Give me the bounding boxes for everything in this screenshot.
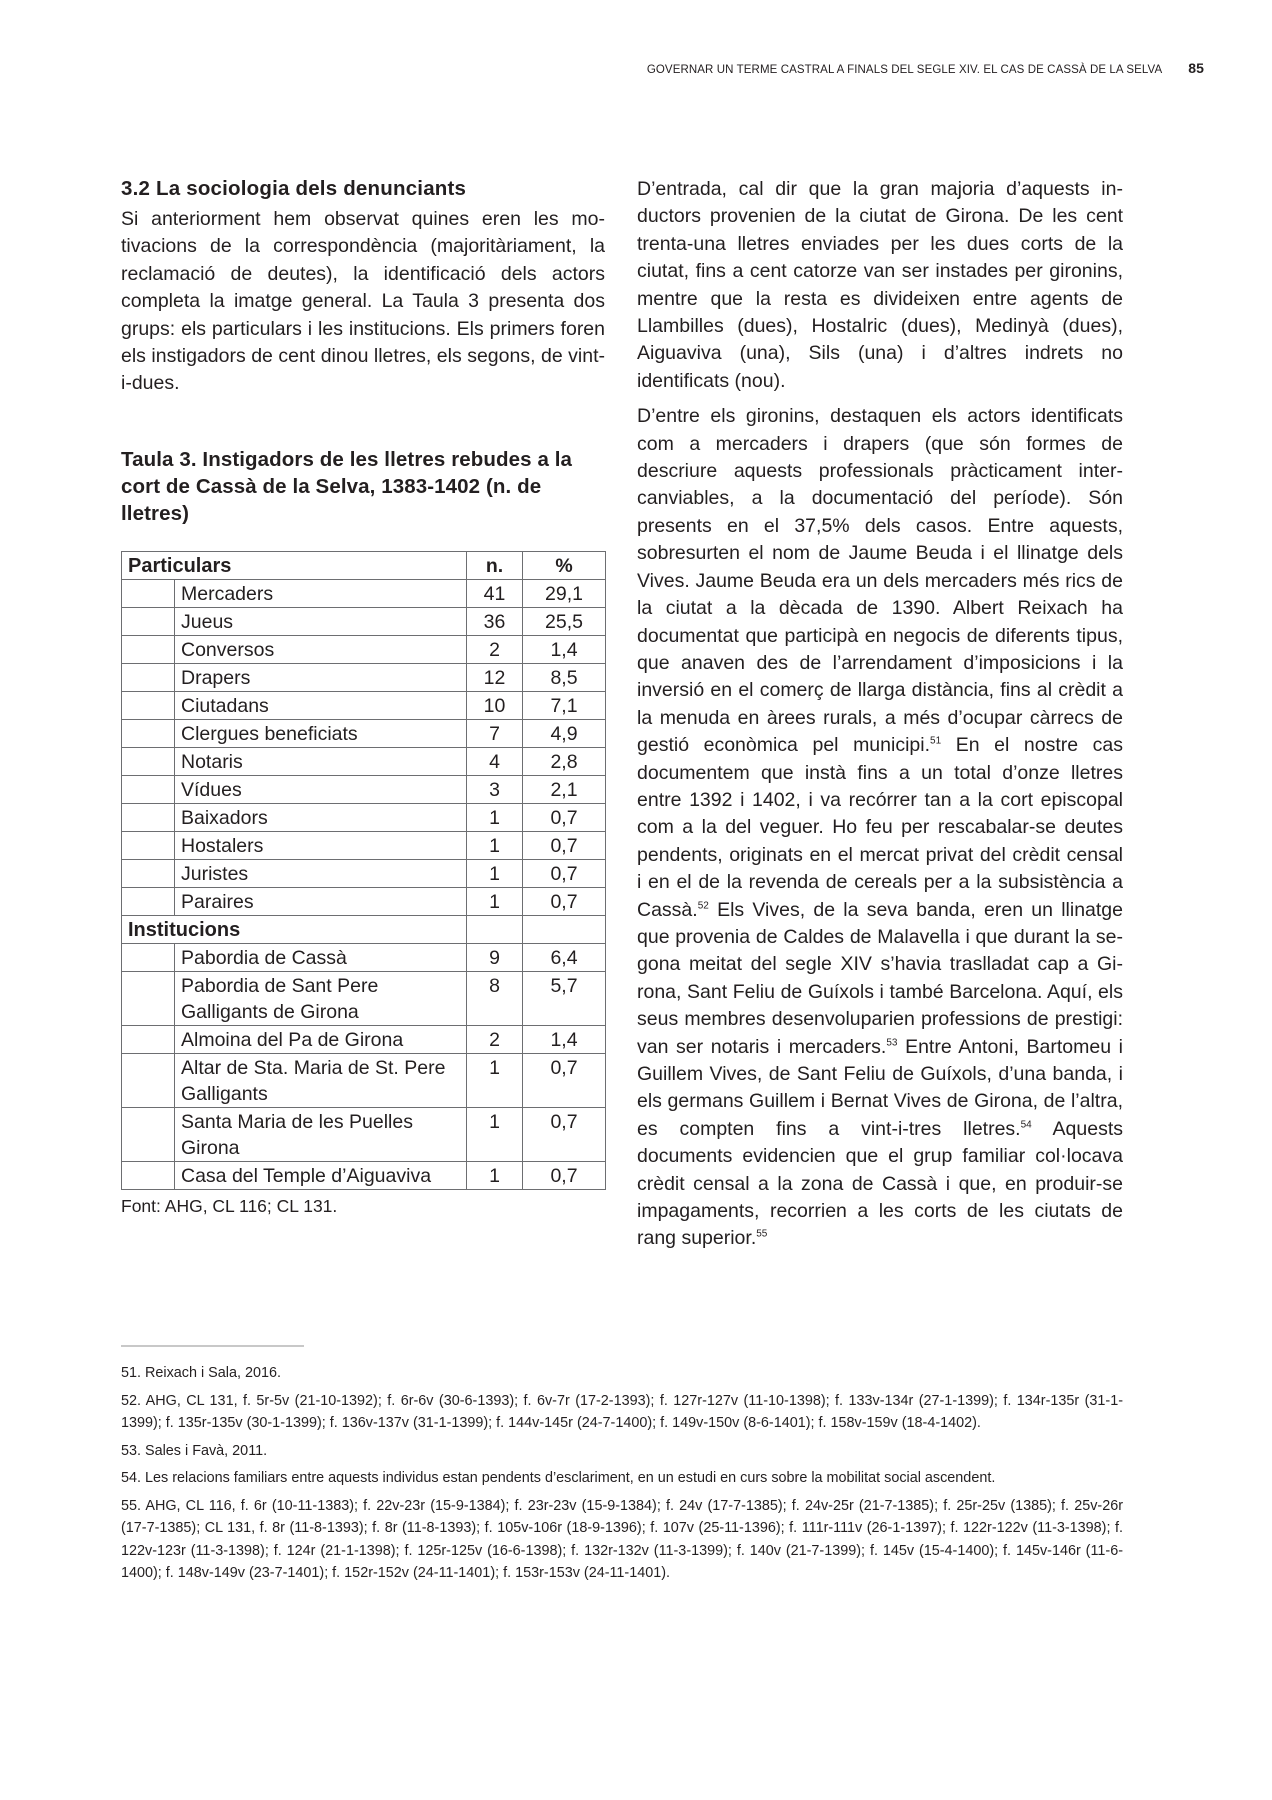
table-row: [122, 859, 606, 887]
row-label: Casa del Temple d’Aiguaviva: [175, 1161, 467, 1189]
row-count: 3: [467, 775, 523, 803]
row-count: 1: [467, 1161, 523, 1189]
footnotes: [121, 1362, 1123, 1590]
row-label: Ciutadans: [175, 691, 467, 719]
running-header: [647, 60, 1204, 76]
indent-cell: [122, 971, 175, 1025]
table-row: [122, 1025, 606, 1053]
row-count: 1: [467, 803, 523, 831]
row-label: Clergues beneficiats: [175, 719, 467, 747]
table-caption: Taula 3. Instigadors de les lletres rebudes a la cort de Cassà de la Selva, 1383-1402 (n. de lletres): [121, 447, 573, 525]
table-row: [122, 831, 606, 859]
row-label: Notaris: [175, 747, 467, 775]
row-count: 12: [467, 663, 523, 691]
paragraph-2-part-c: Els Vives, de la seva banda, eren un llinatge que provenia de Caldes de Malavella i que durant la segona meitat del segle XIV s’havia traslladat cap a Girona, Sant Feliu de Guíxols i també Barcelona. Aquí, els seus membres desenvoluparien professions de prestigi: van ser notaris i mercaders.: [637, 898, 1123, 1058]
indent-cell: [122, 803, 175, 831]
row-label: Altar de Sta. Maria de St. Pere Galligants: [175, 1053, 467, 1107]
section-heading: 3.2 La sociologia dels denunciants: [121, 177, 467, 200]
paragraph-2-part-d: Entre Antoni, Bartomeu i Guillem Vives, de Sant Feliu de Guíxols, d’una banda, i els germans Guillem i Bernat Vives de Girona, de l’altra, es compten fins a vint-i-tres lletres.: [637, 1035, 1123, 1140]
row-percent: 1,4: [523, 1025, 606, 1053]
row-percent: 0,7: [523, 831, 606, 859]
row-count: 4: [467, 747, 523, 775]
row-count: 8: [467, 971, 523, 1025]
table-header-row: [122, 551, 606, 579]
row-percent: 5,7: [523, 971, 606, 1025]
group-label-institucions: Institucions: [122, 915, 467, 943]
footnote-ref-54[interactable]: 54: [1020, 1119, 1032, 1131]
group-label-particulars: Particulars: [122, 551, 467, 579]
table-row: [122, 635, 606, 663]
indent-cell: [122, 1107, 175, 1161]
row-count: 10: [467, 691, 523, 719]
row-count: 1: [467, 1053, 523, 1107]
row-percent: 0,7: [523, 803, 606, 831]
table-row: [122, 607, 606, 635]
table-row: [122, 579, 606, 607]
row-percent: 0,7: [523, 1161, 606, 1189]
row-label: Vídues: [175, 775, 467, 803]
footnote-ref-55[interactable]: 55: [756, 1228, 768, 1240]
right-column: [637, 176, 1123, 1253]
table-row: [122, 663, 606, 691]
row-count: 1: [467, 1107, 523, 1161]
empty-cell: [467, 915, 523, 943]
row-percent: 0,7: [523, 1053, 606, 1107]
table-row: [122, 1053, 606, 1107]
row-percent: 0,7: [523, 859, 606, 887]
table-row: [122, 775, 606, 803]
row-count: 41: [467, 579, 523, 607]
row-percent: 0,7: [523, 887, 606, 915]
table-row: [122, 719, 606, 747]
row-percent: 2,8: [523, 747, 606, 775]
table-row: [122, 691, 606, 719]
indent-cell: [122, 943, 175, 971]
table-row: [122, 747, 606, 775]
indent-cell: [122, 1053, 175, 1107]
row-label: Baixadors: [175, 803, 467, 831]
indent-cell: [122, 887, 175, 915]
row-count: 7: [467, 719, 523, 747]
row-percent: 2,1: [523, 775, 606, 803]
indent-cell: [122, 859, 175, 887]
table-source: Font: AHG, CL 116; CL 131.: [121, 1195, 338, 1216]
row-percent: 4,9: [523, 719, 606, 747]
row-label: Santa Maria de les Puelles Girona: [175, 1107, 467, 1161]
row-count: 2: [467, 1025, 523, 1053]
footnote: 55. AHG, CL 116, f. 6r (10-11-1383); f. 22v-23r (15-9-1384); f. 23r-23v (15-9-1384); f. 24v (17-7-1385); f. 24v-25r (21-7-1385); f. 25r-25v (1385); f. 25v-26r (17-7-1385); CL 131, f. 8r (11-8-1393); f. 8r (11-8-1393); f. 105v-106r (18-9-1396); f. 107v (25-11-1396); f. 111r-111v (26-1-1397); f. 122r-122v (11-3-1398); f. 122v-123r (11-3-1398); f. 124r (21-1-1398); f. 125r-125v (16-6-1398); f. 132r-132v (11-3-1399); f. 140v (21-7-1399); f. 145v (15-4-1400); f. 145v-146r (11-6-1400); f. 148v-149v (23-7-1401); f. 152r-152v (24-11-1401); f. 153r-153v (24-11-1401).: [121, 1497, 1123, 1581]
left-column: [121, 176, 605, 1217]
indent-cell: [122, 691, 175, 719]
page-number: 85: [1188, 60, 1204, 76]
table-group-row: [122, 915, 606, 943]
indent-cell: [122, 635, 175, 663]
row-percent: 6,4: [523, 943, 606, 971]
row-count: 9: [467, 943, 523, 971]
footnote: 52. AHG, CL 131, f. 5r-5v (21-10-1392); f. 6r-6v (30-6-1393); f. 6v-7r (17-2-1393); f. 127r-127v (11-10-1398); f. 133v-134r (27-1-1399); f. 134r-135r (31-1-1399); f. 135r-135v (30-1-1399); f. 136v-137v (31-1-1399); f. 144v-145r (24-7-1400); f. 149v-150v (8-6-1401); f. 158v-159v (18-4-1402).: [121, 1392, 1123, 1431]
indent-cell: [122, 719, 175, 747]
row-label: Jueus: [175, 607, 467, 635]
col-header-n: n.: [467, 551, 523, 579]
paragraph-2-part-e: Aquests documents evidencien que el grup familiar col·locava crèdit censal a la zona de Cassà i que, en produir-se impagaments, recorrien a les corts de les ciutats de rang superior.: [637, 1117, 1123, 1250]
row-label: Paraires: [175, 887, 467, 915]
row-count: 2: [467, 635, 523, 663]
row-count: 1: [467, 859, 523, 887]
footnote: 51. Reixach i Sala, 2016.: [121, 1365, 281, 1381]
row-label: Conversos: [175, 635, 467, 663]
indent-cell: [122, 747, 175, 775]
row-count: 1: [467, 887, 523, 915]
table-row: [122, 1107, 606, 1161]
row-percent: 0,7: [523, 1107, 606, 1161]
paragraph-1: D’entrada, cal dir que la gran majoria d’aquests inductors provenien de la ciutat de Girona. De les cent trenta-una lletres enviades per les dues corts de la ciutat, fins a cent catorze van ser instades per gironins, mentre que la resta es divideixen entre agents de Llambilles (dues), Hostalric (dues), Medinyà (dues), Aiguaviva (una), Sils (una) i d’altres indrets no identificats (nou).: [637, 178, 1123, 392]
row-percent: 8,5: [523, 663, 606, 691]
footnote-ref-52[interactable]: 52: [697, 900, 709, 912]
paragraph-2: [637, 403, 1123, 1253]
row-label: Hostalers: [175, 831, 467, 859]
footnote-ref-53[interactable]: 53: [886, 1037, 898, 1049]
indent-cell: [122, 663, 175, 691]
row-label: Drapers: [175, 663, 467, 691]
footnote: 53. Sales i Favà, 2011.: [121, 1442, 268, 1459]
row-label: Juristes: [175, 859, 467, 887]
row-count: 36: [467, 607, 523, 635]
instigators-table: [121, 551, 606, 1190]
indent-cell: [122, 775, 175, 803]
row-label: Pabordia de Sant Pere Galligants de Girona: [175, 971, 467, 1025]
row-label: Mercaders: [175, 579, 467, 607]
table-row: [122, 971, 606, 1025]
paragraph-2-part-a: D’entre els gironins, destaquen els actors identificats com a mercaders i drapers (que són formes de descriure aquests professionals pràcticament intercanviables, a la documentació del període). Són presents en el 37,5% dels casos. Entre aquests, sobresurten el nom de Jaume Beuda i el llinatge dels Vives. Jaume Beuda era un dels mercaders més rics de la ciutat a la dècada de 1390. Albert Reixach ha documentat que participà en negocis de diferents tipus, que anaven des de l’arrendament d’imposicions i la inversió en el comerç de llarga distància, fins al crèdit a la menuda en àrees rurals, a més d’ocupar càrrecs de gestió econòmica pel municipi.: [637, 405, 1123, 757]
row-percent: 1,4: [523, 635, 606, 663]
table-row: [122, 1161, 606, 1189]
empty-cell: [523, 915, 606, 943]
paragraph-2-part-b: En el nostre cas documentem que instà fins a un total d’onze lletres entre 1392 i 1402, i va recórrer tan a la cort episcopal com a la del veguer. Ho feu per rescabalar-se deutes pendents, originats en el mercat privat del crèdit censal i en el de la revenda de cereals per a la subsistència a Cassà.: [637, 734, 1123, 921]
row-percent: 29,1: [523, 579, 606, 607]
table-row: [122, 803, 606, 831]
indent-cell: [122, 831, 175, 859]
indent-cell: [122, 607, 175, 635]
table-row: [122, 943, 606, 971]
row-label: Pabordia de Cassà: [175, 943, 467, 971]
col-header-pct: %: [523, 551, 606, 579]
row-percent: 7,1: [523, 691, 606, 719]
footnote-ref-51[interactable]: 51: [930, 735, 942, 747]
footnote-divider: [121, 1345, 304, 1347]
row-label: Almoina del Pa de Girona: [175, 1025, 467, 1053]
indent-cell: [122, 1161, 175, 1189]
table-row: [122, 887, 606, 915]
footnote: 54. Les relacions familiars entre aquests individus estan pendents d’esclariment, en un estudi en curs sobre la mobilitat social ascendent.: [121, 1470, 996, 1486]
indent-cell: [122, 579, 175, 607]
row-count: 1: [467, 831, 523, 859]
intro-paragraph: Si anteriorment hem observat quines eren les motivacions de la correspondència (majoritàriament, la reclamació de deutes), la identificació dels actors completa la imatge general. La Taula 3 presenta dos grups: els particulars i les institucions. Els primers foren els instigadors de cent dinou lletres, els segons, de vint-i-dues.: [121, 208, 605, 395]
running-title: GOVERNAR UN TERME CASTRAL A FINALS DEL SEGLE XIV. EL CAS DE CASSÀ DE LA SELVA: [646, 64, 1163, 76]
indent-cell: [122, 1025, 175, 1053]
row-percent: 25,5: [523, 607, 606, 635]
